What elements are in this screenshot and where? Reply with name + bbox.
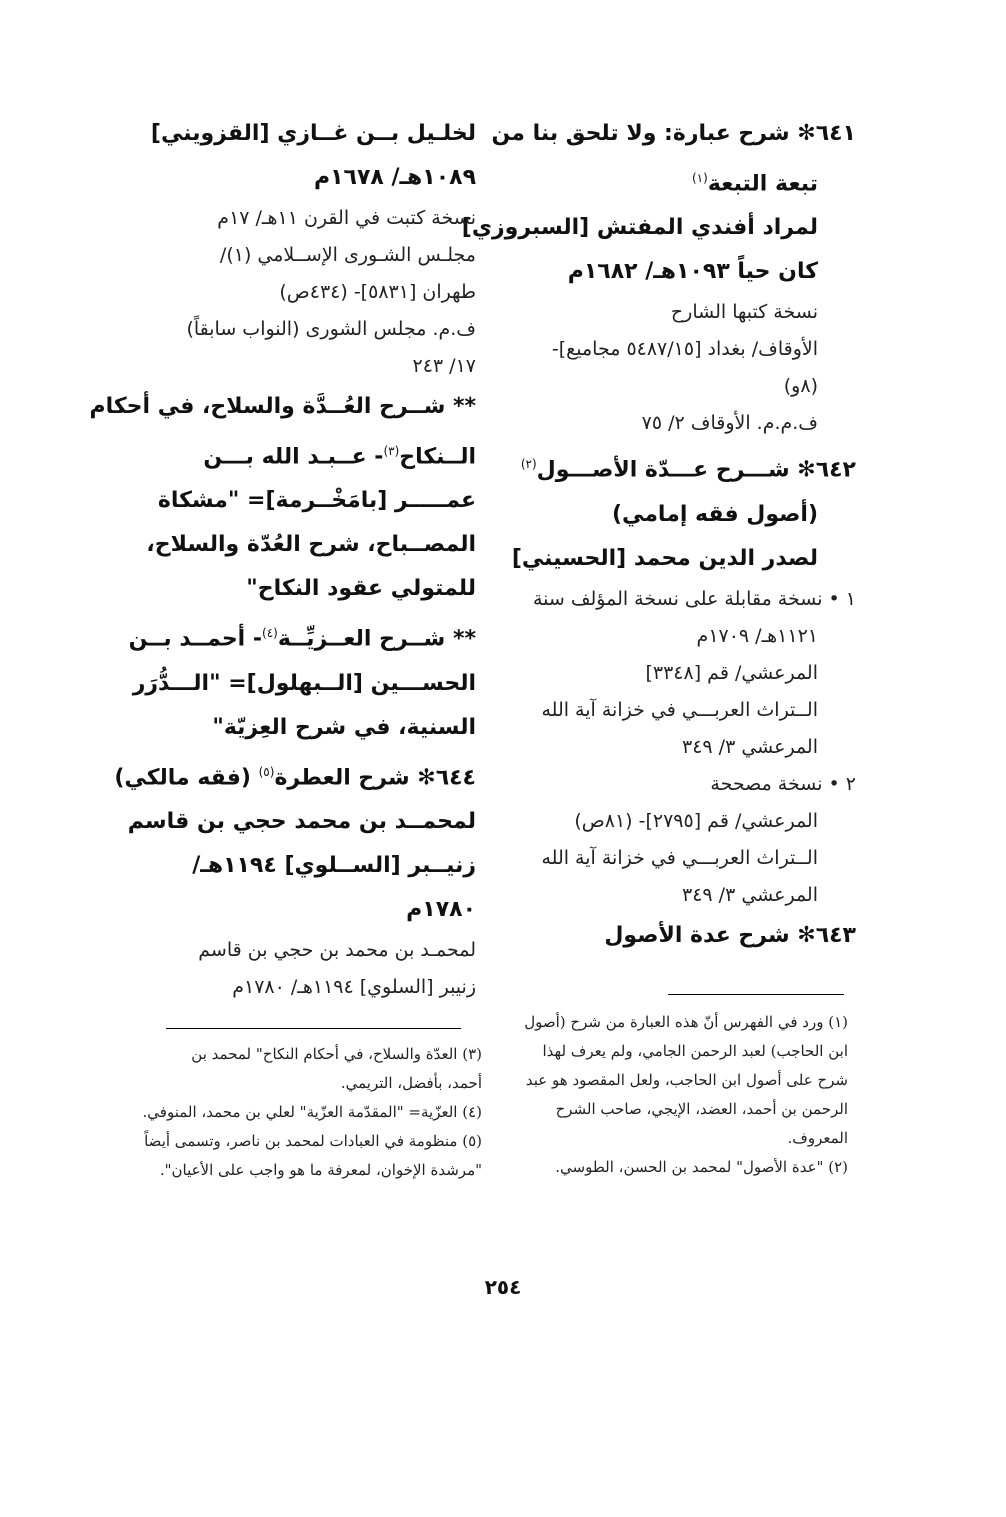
right-column-line: [512, 442, 856, 492]
left-column-line-text: عمـــــر [بامَخْــرمة]= "مشكاة: [157, 488, 476, 514]
footnote-marker: (٤): [262, 626, 278, 641]
right-column-line-text: المرعشي/ قم [٣٣٤٨]: [645, 661, 818, 684]
page-number: ٢٥٤: [484, 1275, 522, 1299]
right-column-line: [512, 877, 856, 914]
right-column-line-text: (٨و): [783, 375, 818, 398]
left-column-line-text: ١٧٨٠م: [406, 896, 476, 922]
right-column-line: [512, 766, 856, 803]
left-column-line: [89, 385, 476, 429]
footnote-line: (٢) "عدة الأصول" لمحمد بن الحسن، الطوسي.: [555, 1158, 848, 1176]
footnote-marker: (١): [691, 171, 708, 185]
right-column-line-text: تبعة التبعة: [707, 171, 818, 197]
right-column-line-text: ٦٤٢✻ شـــرح عـــدّة الأصـــول: [536, 457, 856, 483]
left-column-line-text: ** شــرح العــزيِّــة: [277, 626, 476, 652]
footnote-line: المعروف.: [787, 1129, 848, 1147]
left-column-line-text: زنيــبر [الســلوي] ١١٩٤هـ/: [192, 852, 476, 878]
left-column-line: [127, 800, 476, 844]
left-column-line-text: ١٧/ ٢٤٣: [412, 355, 476, 377]
left-column-line-text: للمتولي عقود النكاح": [246, 576, 476, 602]
left-column-line: [132, 969, 476, 1006]
left-column-line-text: الــنكاح: [399, 444, 476, 470]
right-column-line: [512, 294, 856, 331]
right-column-line: [512, 250, 856, 294]
right-column-line-text: ١ • نسخة مقابلة على نسخة المؤلف سنة: [532, 587, 856, 610]
left-column-line-text: لمحمـد بن محمد بن حجي بن قاسم: [198, 938, 476, 961]
left-column-line: [132, 844, 476, 888]
right-column-line: [512, 618, 856, 655]
left-column-line-tail: (فقه مالكي): [114, 764, 259, 790]
left-column-line: [128, 611, 476, 661]
footnote-line: (١) ورد في الفهرس أنّ هذه العبارة من شرح (أصول: [524, 1013, 848, 1031]
right-column-line-text: ٢ • نسخة مصححة: [710, 772, 856, 795]
left-column-line-text: السنية، في شرح العِزيّة": [212, 714, 476, 740]
right-column-line-text: ١١٢١هـ/ ١٧٠٩م: [696, 624, 818, 647]
left-column-line: [132, 567, 476, 611]
right-column-line-text: لصدر الدين محمد [الحسيني]: [511, 545, 818, 571]
right-column-line-text: لمراد أفندي المفتش [السبروزي]: [461, 215, 818, 241]
left-column-line-text: ١٠٨٩هـ/ ١٦٧٨م: [313, 165, 476, 190]
footnotes-right: [496, 1008, 848, 1182]
left-column-line-text: ٦٤٤✻ شرح العطرة: [274, 764, 476, 790]
left-column-line-text: مجلـس الشـورى الإســلامي (١)/: [219, 244, 476, 266]
right-column-line-text: كان حياً ١٠٩٣هـ/ ١٦٨٢م: [567, 259, 818, 285]
left-column-line-text: ف.م. مجلس الشورى (النواب سابقاً): [186, 318, 476, 340]
right-column: [461, 112, 856, 958]
left-column-line: [132, 479, 476, 523]
right-column-line: [512, 405, 856, 442]
left-column-line: [132, 200, 476, 237]
right-column-line: [491, 112, 856, 156]
footnote-marker: (٣): [383, 444, 400, 458]
right-column-line: [512, 493, 856, 537]
left-column-line-text: زنيبر [السلوي] ١١٩٤هـ/ ١٧٨٠م: [232, 975, 476, 998]
left-column-line: [132, 888, 476, 932]
left-column-line: [132, 311, 476, 348]
right-column-line: [512, 156, 856, 206]
right-column-line: [512, 840, 856, 877]
left-column-line: [132, 112, 476, 156]
footnote-marker: (٢): [520, 457, 537, 472]
left-column-line-text: الحســـين [الــبهلول]= "الـــدُّرَر: [132, 670, 476, 696]
right-column-line-text: ٦٤١✻ شرح عبارة: ولا تلحق بنا من: [491, 121, 856, 146]
left-column-line: [132, 662, 476, 706]
right-column-line-text: المرعشي ٣/ ٣٤٩: [682, 735, 818, 758]
left-column-line: [132, 156, 476, 200]
footnote-line: (٤) العزّية= "المقدّمة العزّية" لعلي بن محمد، المنوفي.: [142, 1103, 482, 1121]
left-column-line: [132, 932, 476, 969]
footnotes-left: [124, 1040, 482, 1185]
right-column-line-text: الأوقاف/ بغداد [٥٤٨٧/١٥ مجاميع]-: [551, 338, 818, 361]
left-column-line-text: نسخة كتبت في القرن ١١هـ/ ١٧م: [217, 207, 476, 229]
left-column-line: [132, 274, 476, 311]
footnote-marker: (٥): [258, 764, 275, 779]
right-column-line-text: (أصول فقه إمامي): [612, 501, 818, 527]
right-column-line: [512, 803, 856, 840]
left-column: [89, 112, 476, 1006]
left-column-line-text: طهران [٥٨٣١]- (٤٣٤ص): [279, 281, 476, 303]
right-column-line: [512, 331, 856, 368]
left-column-line: [114, 750, 476, 800]
footnote-rule-right: [668, 994, 844, 995]
footnote-line: (٣) العدّة والسلاح، في أحكام النكاح" لمحمد بن: [191, 1045, 482, 1063]
left-column-line-text: ** شــرح العُــدَّة والسلاح، في أحكام: [89, 394, 476, 419]
right-column-line-text: المرعشي/ قم [٢٧٩٥]- (٨١ص): [574, 809, 818, 832]
left-column-line: [132, 348, 476, 385]
left-column-line: [132, 237, 476, 274]
right-column-line: [461, 206, 856, 250]
right-column-line-text: نسخة كتبها الشارح: [670, 301, 818, 324]
footnote-rule-left: [166, 1028, 461, 1029]
right-column-line: [512, 729, 856, 766]
left-column-line: [132, 706, 476, 750]
left-column-line: [132, 523, 476, 567]
right-column-line: [512, 914, 856, 958]
footnote-line: ابن الحاجب) لعبد الرحمن الجامي، ولم يعرف لهذا: [542, 1042, 848, 1060]
left-column-line-text: المصــباح، شرح العُدّة والسلاح،: [146, 532, 476, 558]
left-column-line-text: لمحمــد بن محمد حجي بن قاسم: [127, 808, 476, 834]
right-column-line-text: ٦٤٣✻ شرح عدة الأصول: [604, 922, 856, 948]
footnote-line: الرحمن بن أحمد، العضد، الإيجي، صاحب الشرح: [555, 1100, 848, 1118]
left-column-line-tail: - أحمــد بــن: [128, 626, 263, 652]
right-column-line: [512, 581, 856, 618]
footnote-line: "مرشدة الإخوان، لمعرفة ما هو واجب على الأعيان".: [159, 1161, 482, 1179]
left-column-line-tail: - عــبـد الله بـــن: [203, 444, 384, 470]
right-column-line: [512, 692, 856, 729]
right-column-line: [512, 537, 856, 581]
left-column-line: [132, 429, 476, 479]
right-column-line-text: الــتراث العربـــي في خزانة آية الله: [541, 698, 818, 721]
right-column-line-text: المرعشي ٣/ ٣٤٩: [682, 883, 818, 906]
footnote-line: شرح على أصول ابن الحاجب، ولعل المقصود هو عبد: [525, 1071, 848, 1089]
footnote-line: أحمد، بأفضل، التريمي.: [340, 1074, 482, 1092]
right-column-line-text: ف.م.م. الأوقاف ٢/ ٧٥: [641, 412, 818, 435]
right-column-line: [512, 655, 856, 692]
left-column-line-text: لخلـيل بــن غــازي [القزويني]: [150, 121, 476, 146]
right-column-line: [512, 368, 856, 405]
right-column-line-text: الــتراث العربـــي في خزانة آية الله: [541, 846, 818, 869]
footnote-line: (٥) منظومة في العبادات لمحمد بن ناصر، وتسمى أيضاً: [144, 1132, 482, 1150]
